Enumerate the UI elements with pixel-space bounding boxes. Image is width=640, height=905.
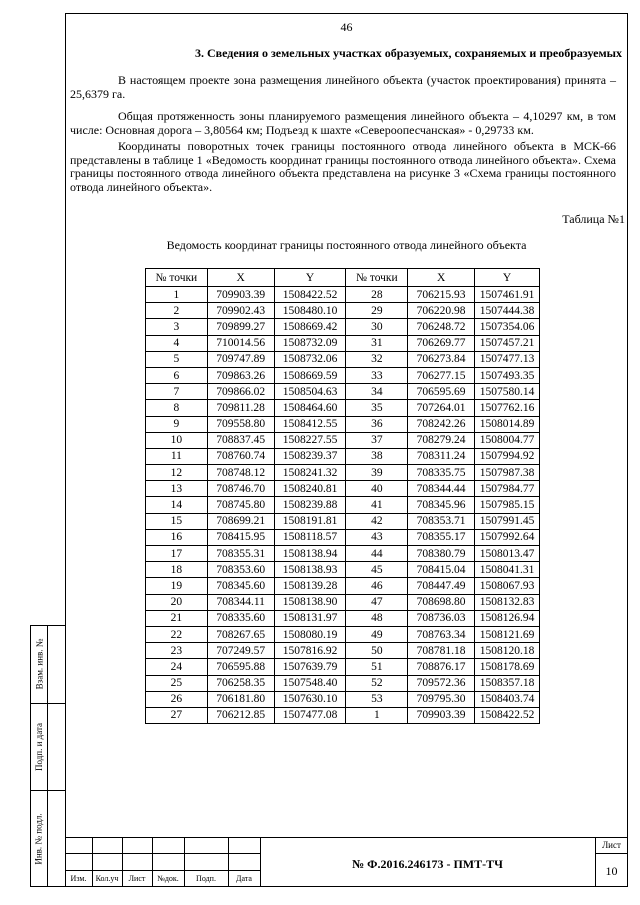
- cell-coord-x: 709811.28: [207, 400, 274, 416]
- cell-point-number: 19: [146, 578, 208, 594]
- cell-coord-y: 1507987.38: [475, 465, 540, 481]
- table-row: [146, 287, 540, 303]
- cell-point-number: 43: [346, 529, 408, 545]
- cell-coord-y: 1507461.91: [475, 287, 540, 303]
- cell-coord-x: 708415.04: [408, 562, 475, 578]
- cell-point-number: 18: [146, 562, 208, 578]
- cell-point-number: 21: [146, 610, 208, 626]
- cell-coord-x: 706595.69: [408, 384, 475, 400]
- cell-coord-y: 1508121.69: [475, 626, 540, 642]
- cell-coord-x: 708760.74: [207, 448, 274, 464]
- cell-coord-x: 708344.11: [207, 594, 274, 610]
- cell-coord-y: 1508138.90: [274, 594, 346, 610]
- cell-coord-y: 1507630.10: [274, 691, 346, 707]
- table-row: [146, 400, 540, 416]
- cell-point-number: 16: [146, 529, 208, 545]
- table-row: [146, 303, 540, 319]
- cell-point-number: 32: [346, 351, 408, 367]
- cell-point-number: 7: [146, 384, 208, 400]
- cell-coord-x: 708745.80: [207, 497, 274, 513]
- cell-point-number: 29: [346, 303, 408, 319]
- cell-coord-y: 1508422.52: [475, 707, 540, 723]
- cell-coord-x: 708837.45: [207, 432, 274, 448]
- cell-coord-x: 709572.36: [408, 675, 475, 691]
- cell-coord-x: 706212.85: [207, 707, 274, 723]
- stamp-col-qty: Кол.уч: [95, 874, 119, 883]
- cell-coord-y: 1508239.37: [274, 448, 346, 464]
- cell-coord-x: 708279.24: [408, 432, 475, 448]
- table-row: [146, 319, 540, 335]
- table-row: [146, 448, 540, 464]
- cell-coord-x: 709558.80: [207, 416, 274, 432]
- cell-point-number: 4: [146, 335, 208, 351]
- sheet-label: Лист: [602, 840, 621, 850]
- cell-point-number: 34: [346, 384, 408, 400]
- cell-coord-y: 1508732.09: [274, 335, 346, 351]
- stamp-col-doc: №док.: [157, 874, 179, 883]
- cell-coord-x: 708355.17: [408, 529, 475, 545]
- cell-coord-y: 1508138.93: [274, 562, 346, 578]
- cell-coord-y: 1508004.77: [475, 432, 540, 448]
- cell-coord-y: 1507991.45: [475, 513, 540, 529]
- cell-coord-x: 708781.18: [408, 643, 475, 659]
- cell-coord-y: 1507444.38: [475, 303, 540, 319]
- table-row: [146, 465, 540, 481]
- header-point-number: № точки: [346, 269, 408, 287]
- cell-coord-y: 1508139.28: [274, 578, 346, 594]
- cell-point-number: 9: [146, 416, 208, 432]
- title-block: [65, 837, 628, 887]
- table-row: [146, 643, 540, 659]
- cell-coord-y: 1508357.18: [475, 675, 540, 691]
- cell-coord-x: 709903.39: [408, 707, 475, 723]
- table-row: [146, 513, 540, 529]
- cell-point-number: 22: [146, 626, 208, 642]
- table-label: Таблица №1: [562, 212, 625, 226]
- cell-coord-y: 1508240.81: [274, 481, 346, 497]
- cell-coord-x: 708415.95: [207, 529, 274, 545]
- cell-point-number: 11: [146, 448, 208, 464]
- cell-coord-x: 709863.26: [207, 367, 274, 383]
- cell-coord-x: 709795.30: [408, 691, 475, 707]
- cell-coord-y: 1508422.52: [274, 287, 346, 303]
- cell-coord-x: 708311.24: [408, 448, 475, 464]
- header-x: X: [207, 269, 274, 287]
- cell-point-number: 47: [346, 594, 408, 610]
- cell-coord-x: 708876.17: [408, 659, 475, 675]
- cell-coord-x: 708698.80: [408, 594, 475, 610]
- cell-coord-y: 1508131.97: [274, 610, 346, 626]
- cell-coord-y: 1508041.31: [475, 562, 540, 578]
- table-row: [146, 691, 540, 707]
- cell-coord-x: 708355.31: [207, 546, 274, 562]
- cell-coord-x: 709902.43: [207, 303, 274, 319]
- cell-coord-y: 1507639.79: [274, 659, 346, 675]
- cell-coord-y: 1508669.59: [274, 367, 346, 383]
- cell-point-number: 25: [146, 675, 208, 691]
- cell-point-number: 50: [346, 643, 408, 659]
- table-row: [146, 481, 540, 497]
- cell-point-number: 23: [146, 643, 208, 659]
- cell-point-number: 46: [346, 578, 408, 594]
- table-row: [146, 562, 540, 578]
- cell-coord-y: 1508732.06: [274, 351, 346, 367]
- paragraph-length: Общая протяженность зоны планируемого размещения линейного объекта – 4,10297 км, в том числе: Основная дорога – 3,80564 км; Подъезд к шахте «Североопесчанская» - 0,29733 км.: [70, 109, 616, 137]
- cell-coord-y: 1507548.40: [274, 675, 346, 691]
- cell-point-number: 26: [146, 691, 208, 707]
- cell-coord-y: 1507493.35: [475, 367, 540, 383]
- header-y: Y: [475, 269, 540, 287]
- table-row: [146, 594, 540, 610]
- cell-coord-y: 1508118.57: [274, 529, 346, 545]
- cell-coord-y: 1507354.06: [475, 319, 540, 335]
- header-point-number: № точки: [146, 269, 208, 287]
- cell-coord-y: 1507992.64: [475, 529, 540, 545]
- cell-coord-x: 708335.75: [408, 465, 475, 481]
- cell-point-number: 52: [346, 675, 408, 691]
- cell-point-number: 27: [146, 707, 208, 723]
- cell-coord-y: 1508239.88: [274, 497, 346, 513]
- cell-coord-x: 706181.80: [207, 691, 274, 707]
- cell-point-number: 33: [346, 367, 408, 383]
- cell-point-number: 28: [346, 287, 408, 303]
- cell-coord-x: 708736.03: [408, 610, 475, 626]
- cell-coord-x: 708746.70: [207, 481, 274, 497]
- cell-coord-x: 707249.57: [207, 643, 274, 659]
- cell-coord-x: 708447.49: [408, 578, 475, 594]
- table-row: [146, 384, 540, 400]
- cell-coord-x: 706258.35: [207, 675, 274, 691]
- cell-coord-x: 709747.89: [207, 351, 274, 367]
- table-row: [146, 578, 540, 594]
- table-caption: Ведомость координат границы постоянного отвода линейного объекта: [166, 238, 527, 252]
- cell-coord-y: 1508080.19: [274, 626, 346, 642]
- table-header-row: [146, 269, 540, 287]
- cell-coord-y: 1508126.94: [475, 610, 540, 626]
- cell-coord-y: 1508669.42: [274, 319, 346, 335]
- cell-point-number: 14: [146, 497, 208, 513]
- cell-coord-x: 706215.93: [408, 287, 475, 303]
- cell-point-number: 1: [146, 287, 208, 303]
- cell-coord-y: 1508067.93: [475, 578, 540, 594]
- cell-point-number: 13: [146, 481, 208, 497]
- table-row: [146, 626, 540, 642]
- cell-point-number: 51: [346, 659, 408, 675]
- cell-point-number: 37: [346, 432, 408, 448]
- table-row: [146, 335, 540, 351]
- cell-coord-y: 1508412.55: [274, 416, 346, 432]
- table-row: [146, 659, 540, 675]
- section-title: 3. Сведения о земельных участках образуемых, сохраняемых и преобразуемых: [194, 46, 622, 60]
- cell-coord-x: 706248.72: [408, 319, 475, 335]
- table-row: [146, 529, 540, 545]
- table-row: [146, 675, 540, 691]
- coordinates-table: [145, 268, 540, 724]
- cell-coord-y: 1507580.14: [475, 384, 540, 400]
- cell-coord-y: 1507994.92: [475, 448, 540, 464]
- document-code: № Ф.2016.246173 - ПМТ-ТЧ: [352, 857, 503, 871]
- cell-point-number: 45: [346, 562, 408, 578]
- cell-coord-x: 708345.96: [408, 497, 475, 513]
- cell-point-number: 10: [146, 432, 208, 448]
- side-stamp: [30, 625, 66, 887]
- cell-point-number: 24: [146, 659, 208, 675]
- page-number: 46: [340, 20, 353, 34]
- cell-coord-x: 707264.01: [408, 400, 475, 416]
- header-y: Y: [274, 269, 346, 287]
- cell-point-number: 8: [146, 400, 208, 416]
- cell-coord-x: 708353.60: [207, 562, 274, 578]
- cell-point-number: 53: [346, 691, 408, 707]
- side-label-original-inv: Инв. № подл.: [34, 812, 44, 865]
- cell-coord-y: 1507762.16: [475, 400, 540, 416]
- table-row: [146, 707, 540, 723]
- cell-coord-y: 1507985.15: [475, 497, 540, 513]
- cell-coord-y: 1508464.60: [274, 400, 346, 416]
- cell-coord-y: 1508132.83: [475, 594, 540, 610]
- cell-coord-y: 1508504.63: [274, 384, 346, 400]
- cell-coord-y: 1507457.21: [475, 335, 540, 351]
- cell-coord-x: 708380.79: [408, 546, 475, 562]
- cell-point-number: 15: [146, 513, 208, 529]
- cell-point-number: 40: [346, 481, 408, 497]
- cell-point-number: 2: [146, 303, 208, 319]
- cell-coord-x: 708763.34: [408, 626, 475, 642]
- cell-coord-y: 1507984.77: [475, 481, 540, 497]
- cell-point-number: 38: [346, 448, 408, 464]
- cell-coord-x: 706273.84: [408, 351, 475, 367]
- cell-coord-x: 706595.88: [207, 659, 274, 675]
- cell-coord-y: 1508178.69: [475, 659, 540, 675]
- stamp-col-change: Изм.: [70, 874, 87, 883]
- cell-coord-x: 708267.65: [207, 626, 274, 642]
- cell-point-number: 42: [346, 513, 408, 529]
- cell-point-number: 39: [346, 465, 408, 481]
- cell-coord-y: 1508241.32: [274, 465, 346, 481]
- cell-point-number: 12: [146, 465, 208, 481]
- cell-point-number: 17: [146, 546, 208, 562]
- cell-point-number: 44: [346, 546, 408, 562]
- table-row: [146, 416, 540, 432]
- cell-point-number: 1: [346, 707, 408, 723]
- cell-coord-x: 708335.60: [207, 610, 274, 626]
- cell-point-number: 30: [346, 319, 408, 335]
- table-row: [146, 432, 540, 448]
- stamp-col-sheet: Лист: [128, 874, 146, 883]
- cell-point-number: 36: [346, 416, 408, 432]
- cell-coord-x: 708353.71: [408, 513, 475, 529]
- cell-coord-x: 708699.21: [207, 513, 274, 529]
- cell-coord-y: 1508120.18: [475, 643, 540, 659]
- cell-coord-y: 1508480.10: [274, 303, 346, 319]
- cell-point-number: 41: [346, 497, 408, 513]
- stamp-col-signature: Подп.: [196, 874, 216, 883]
- paragraph-area: В настоящем проекте зона размещения линейного объекта (участок проектирования) принята – 25,6379 га.: [70, 73, 616, 101]
- paragraph-coordinates: Координаты поворотных точек границы постоянного отвода линейного объекта в МСК-66 представлены в таблице 1 «Ведомость координат границы постоянного отвода линейного объекта». Схема границы постоянного отвода линейного объекта представлена на рисунке 3 «Схема границы постоянного отвода линейного объекта».: [70, 139, 616, 194]
- cell-coord-y: 1507816.92: [274, 643, 346, 659]
- header-x: X: [408, 269, 475, 287]
- cell-coord-x: 706269.77: [408, 335, 475, 351]
- side-label-replaced-inv: Взам. инв. №: [34, 638, 44, 690]
- stamp-col-date: Дата: [236, 874, 252, 883]
- table-row: [146, 351, 540, 367]
- table-row: [146, 367, 540, 383]
- cell-point-number: 48: [346, 610, 408, 626]
- cell-point-number: 49: [346, 626, 408, 642]
- cell-coord-y: 1508013.47: [475, 546, 540, 562]
- table-row: [146, 497, 540, 513]
- cell-coord-x: 708345.60: [207, 578, 274, 594]
- cell-point-number: 6: [146, 367, 208, 383]
- cell-coord-x: 708242.26: [408, 416, 475, 432]
- cell-coord-x: 709903.39: [207, 287, 274, 303]
- cell-point-number: 31: [346, 335, 408, 351]
- cell-coord-y: 1507477.08: [274, 707, 346, 723]
- cell-coord-y: 1508403.74: [475, 691, 540, 707]
- cell-coord-x: 706220.98: [408, 303, 475, 319]
- cell-coord-y: 1508227.55: [274, 432, 346, 448]
- cell-point-number: 35: [346, 400, 408, 416]
- cell-coord-x: 710014.56: [207, 335, 274, 351]
- cell-point-number: 3: [146, 319, 208, 335]
- table-row: [146, 610, 540, 626]
- cell-coord-x: 709866.02: [207, 384, 274, 400]
- table-body: [146, 287, 540, 724]
- cell-coord-x: 706277.15: [408, 367, 475, 383]
- cell-coord-y: 1508014.89: [475, 416, 540, 432]
- cell-point-number: 20: [146, 594, 208, 610]
- cell-point-number: 5: [146, 351, 208, 367]
- side-label-signature-date: Подп. и дата: [34, 722, 44, 771]
- cell-coord-x: 708748.12: [207, 465, 274, 481]
- cell-coord-y: 1508138.94: [274, 546, 346, 562]
- table-row: [146, 546, 540, 562]
- sheet-number: 10: [605, 864, 618, 878]
- cell-coord-y: 1508191.81: [274, 513, 346, 529]
- cell-coord-x: 709899.27: [207, 319, 274, 335]
- cell-coord-y: 1507477.13: [475, 351, 540, 367]
- cell-coord-x: 708344.44: [408, 481, 475, 497]
